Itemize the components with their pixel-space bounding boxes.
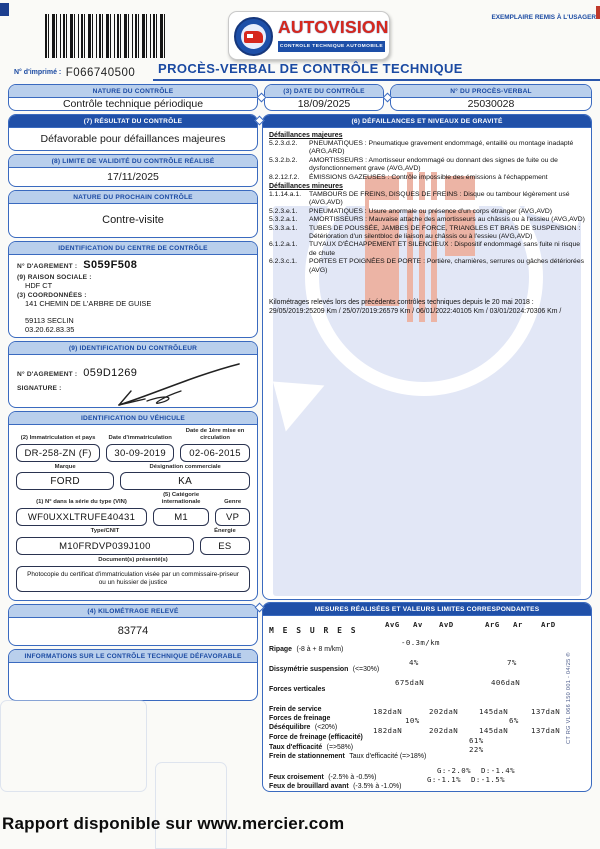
section-limite-validite [8, 154, 258, 187]
col-arg: ArG [485, 620, 500, 629]
measure-row-dissymetrie [269, 658, 587, 673]
measure-value: 6% [509, 716, 519, 725]
measure-value: -0.3m/km [401, 638, 440, 647]
measure-limit: (<=30%) [352, 666, 380, 673]
col-avg: AvG [385, 620, 400, 629]
defect-code: 6.2.3.c.1. [269, 258, 297, 266]
defect-code: 1.1.14.a.1. [269, 191, 302, 199]
autovision-logo [228, 11, 390, 60]
section-numero-pv [390, 84, 592, 111]
defect-code: 8.2.12.f.2. [269, 173, 300, 181]
field-label: Date d'immatriculation [108, 434, 172, 441]
field-categorie [153, 492, 209, 526]
measure-label: Force de freinage (efficacité) [269, 734, 363, 741]
vehicule-row-4 [16, 528, 250, 555]
measure-label: Déséquilibre [269, 724, 311, 731]
measure-limit: Taux d'efficacité (=>18%) [349, 753, 427, 760]
measure-value: 202daN [429, 707, 459, 716]
controleur-agrement-value: 059D1269 [83, 367, 138, 379]
measure-limit: (-2.5% à -0.5%) [328, 774, 377, 781]
field-designation [120, 464, 250, 491]
defect-item [269, 241, 585, 258]
vehicule-body [9, 425, 257, 592]
car-icon [244, 31, 263, 43]
defect-text: TUBES DE POUSSÉE, JAMBES DE FORCE, TRIANGLES ET BRAS DE SUSPENSION : Détérioration d'un silentbloc de liaison au châssis ou à l'essieu (AVG,AVD) [309, 224, 581, 241]
title-underline [153, 79, 600, 81]
print-number-line [14, 63, 135, 81]
measure-label: Frein de stationnement [269, 753, 345, 760]
field-genre [215, 499, 250, 526]
field-energie [200, 528, 250, 555]
mileage-history: Kilométrages relevés lors des précédents contrôles techniques depuis le 20 mai 2018 : 29/05/2019:25209 Km / 25/07/2019:26579 Km / 06/01/2022:40105 Km / 03/01/2024:70306 Km / [269, 299, 562, 315]
measure-value: 4% [409, 658, 419, 667]
copy-notice: EXEMPLAIRE REMIS À L'USAGER [491, 14, 596, 21]
form-reference-code: CT RG VL 066 150 001 - 04/25 ® [566, 652, 572, 744]
controleur-body [9, 355, 257, 408]
defect-item [269, 216, 585, 224]
section-header: IDENTIFICATION DU VÉHICULE [9, 412, 257, 425]
vehicule-row-1 [16, 428, 250, 462]
defect-item [269, 174, 585, 182]
minor-defects-heading: Défaillances mineures [269, 183, 343, 191]
showthrough-box [0, 700, 147, 792]
defect-code: 5.2.3.d.2. [269, 140, 298, 147]
nature-controle-value: Contrôle technique périodique [62, 98, 204, 110]
defect-text: PNEUMATIQUES : Usure anormale ou présence d'un corps étranger (AVG,AVD) [309, 207, 553, 215]
showthrough-box [155, 762, 227, 849]
field-immatriculation [16, 435, 100, 462]
signature-label: SIGNATURE : [17, 385, 62, 392]
section-prochain-controle [8, 190, 258, 238]
section-header: INFORMATIONS SUR LE CONTRÔLE TECHNIQUE DÉFAVORABLE [9, 650, 257, 663]
measure-label: Feux croisement [269, 774, 324, 781]
measure-value: 145daN [479, 707, 509, 716]
scan-corner-mark [0, 3, 9, 16]
measure-row-ripage [269, 638, 587, 653]
section-kilometrage [8, 604, 258, 646]
measures-header-row [269, 620, 587, 635]
measure-value: 10% [405, 716, 420, 725]
field-value: 02-06-2015 [180, 444, 250, 462]
field-date-immatriculation [106, 435, 174, 462]
defect-code: 5.3.3.a.1. [269, 224, 298, 232]
centre-telephone: 03.20.62.83.35 [25, 325, 75, 334]
measure-label: Taux d'efficacité [269, 744, 323, 751]
field-label: Date de 1ère mise en circulation [185, 428, 245, 441]
measure-value: 675daN [395, 678, 425, 687]
section-header: (3) DATE DU CONTRÔLE [265, 85, 383, 98]
agrement-label: N° D'AGREMENT : [17, 371, 78, 378]
field-label: (2) Immatriculation et pays [20, 434, 96, 441]
defect-item [269, 225, 585, 242]
measure-value: G:-2.0% [437, 766, 471, 775]
field-label: Type/CNIT [90, 527, 120, 534]
measure-label: Dissymétrie suspension [269, 666, 349, 673]
measure-value: 137daN [531, 707, 561, 716]
logo-tagline: CONTROLE TECHNIQUE AUTOMOBILE [278, 41, 385, 52]
measure-value: D:-1.5% [471, 775, 505, 784]
measure-group-title: Frein de service [269, 706, 322, 713]
numero-pv-value: 25030028 [467, 98, 515, 110]
section-header: (8) LIMITE DE VALIDITÉ DU CONTRÔLE RÉALISÉ [9, 155, 257, 168]
section-header: (4) KILOMÉTRAGE RELEVÉ [9, 605, 257, 618]
footer-report-link: Rapport disponible sur www.mercier.com [2, 814, 345, 833]
date-controle-value: 18/09/2025 [297, 98, 351, 110]
section-date-controle [264, 84, 384, 111]
major-defects-heading: Défaillances majeures [269, 132, 343, 139]
section-defaillances [262, 114, 592, 600]
section-header: IDENTIFICATION DU CENTRE DE CONTRÔLE [9, 242, 257, 255]
field-documents [16, 557, 250, 592]
emblem-inner [241, 24, 266, 49]
col-ard: ArD [541, 620, 556, 629]
raison-sociale-value: HDF CT [25, 281, 53, 290]
measure-value: 182daN [373, 707, 403, 716]
field-value: M1 [153, 508, 209, 526]
field-value: KA [120, 472, 250, 490]
section-nature-controle [8, 84, 258, 111]
measure-value: D:-1.4% [481, 766, 515, 775]
field-type-cnit [16, 528, 194, 555]
measure-label: Forces verticales [269, 686, 326, 693]
field-label: (1) N° dans la série du type (VIN) [36, 499, 127, 506]
measure-value: 182daN [373, 726, 403, 735]
logo-wordmark: AUTOVISION [278, 17, 389, 37]
limite-validite-value: 17/11/2025 [107, 171, 159, 183]
measure-value: G:-1.1% [427, 775, 461, 784]
measure-limit: (=>58%) [326, 744, 354, 751]
measure-label: Ripage [269, 646, 292, 653]
defect-item [269, 258, 585, 275]
defect-text: ÉMISSIONS GAZEUSES : Contrôle impossible des émissions à l'échappement [309, 173, 548, 181]
print-number-label: N° d'imprimé : [14, 69, 62, 76]
measure-limit: (-3.5% à -1.0%) [353, 783, 402, 790]
section-header: MESURES RÉALISÉES ET VALEURS LIMITES CORRESPONDANTES [263, 603, 591, 616]
centre-adresse: 141 CHEMIN DE L'ARBRE DE GUISE [25, 299, 152, 308]
prochain-controle-value: Contre-visite [102, 214, 164, 226]
section-header: (7) RÉSULTAT DU CONTRÔLE [9, 115, 257, 128]
field-value: FORD [16, 472, 114, 490]
measure-limit: (<20%) [314, 724, 338, 731]
field-label: Genre [224, 499, 242, 506]
watermark-triangle [262, 359, 324, 432]
centre-ville: 59113 SECLIN [25, 316, 74, 325]
defect-item [269, 191, 585, 208]
measure-row-feux-brouillard [269, 775, 587, 790]
kilometrage-value: 83774 [117, 625, 149, 637]
col-ar: Ar [513, 620, 523, 629]
centre-controle-body [9, 255, 257, 338]
measure-value: 202daN [429, 726, 459, 735]
measure-value: 137daN [531, 726, 561, 735]
defect-item [269, 140, 585, 157]
defaillances-body [263, 128, 591, 600]
resultat-value: Défavorable pour défaillances majeures [40, 133, 226, 145]
barcode [45, 14, 168, 58]
defect-text: AMORTISSEURS : Mauvaise attache des amortisseurs au châssis ou à l'essieu (AVG,AVD) [309, 216, 585, 224]
coordonnees-label: (3) COORDONNÉES : [17, 292, 87, 299]
centre-agrement-value: S059F508 [83, 259, 138, 271]
defect-item [269, 157, 585, 174]
defect-text: AMORTISSEURS : Amortisseur endommagé ou donnant des signes de fuite ou de dysfonctionnement grave (AVG,AVD) [309, 156, 558, 173]
signature-scribble [111, 359, 251, 408]
field-label: (5) Catégorie internationale [161, 492, 201, 506]
field-label: Document(s) présenté(s) [98, 556, 168, 563]
scan-corner-mark [596, 6, 600, 19]
measure-row-frein-stationnement [269, 745, 587, 760]
field-marque [16, 464, 114, 491]
field-label: Désignation commerciale [149, 463, 221, 470]
print-number-value: F066740500 [65, 67, 136, 79]
mesures-body [263, 616, 591, 792]
defect-text: TUYAUX D'ÉCHAPPEMENT ET SILENCIEUX : Dispositif endommagé sans fuite ni risque de chute [309, 241, 581, 257]
page-title: PROCÈS-VERBAL DE CONTRÔLE TECHNIQUE [158, 61, 463, 76]
defect-code: 6.1.2.a.1. [269, 241, 298, 249]
defect-item [269, 208, 585, 216]
measure-value: 145daN [479, 726, 509, 735]
field-value: DR-258-ZN (F) [16, 444, 100, 462]
measure-label: Forces de freinage [269, 715, 331, 722]
agrement-label: N° D'AGREMENT : [17, 263, 78, 270]
measure-value: 22% [469, 745, 484, 754]
section-centre-controle [8, 241, 258, 338]
section-header: (9) IDENTIFICATION DU CONTRÔLEUR [9, 342, 257, 355]
field-label: Énergie [214, 527, 236, 534]
col-av: Av [413, 620, 423, 629]
measures-header-label: M E S U R E S [269, 626, 358, 635]
section-header: (6) DÉFAILLANCES ET NIVEAUX DE GRAVITÉ [263, 115, 591, 128]
field-value: ES [200, 537, 250, 555]
autovision-emblem-icon [234, 17, 273, 56]
defect-code: 5.2.3.e.1. [269, 207, 298, 215]
measure-label: Feux de brouillard avant [269, 783, 349, 790]
measure-value: 406daN [491, 678, 521, 687]
defect-code: 5.3.2.a.1. [269, 216, 298, 224]
measure-row-forces-verticales [269, 678, 587, 693]
col-avd: AvD [439, 620, 454, 629]
vehicule-row-2 [16, 464, 250, 491]
documents-value: Photocopie du certificat d'immatriculation visée par un commissaire-priseur ou un huissier de justice [16, 566, 250, 592]
field-date-circulation [180, 428, 250, 462]
field-value: VP [215, 508, 250, 526]
defect-text: PNEUMATIQUES : Pneumatique gravement endommagé, entaillé ou montage inadapté (ARG,ARD) [309, 140, 574, 156]
section-mesures [262, 602, 592, 792]
section-header: N° DU PROCÈS-VERBAL [391, 85, 591, 98]
vehicule-row-3 [16, 492, 250, 526]
defect-text: TAMBOURS DE FREINS, DISQUES DE FREINS : Disque ou tambour légèrement usé (AVG,AVD) [309, 191, 570, 207]
measure-value: 61% [469, 736, 484, 745]
section-vehicule [8, 411, 258, 601]
measure-limit: (-8 à + 8 m/km) [296, 646, 344, 653]
measure-value: 7% [507, 658, 517, 667]
section-resultat [8, 114, 258, 151]
section-header: NATURE DU PROCHAIN CONTRÔLE [9, 191, 257, 204]
field-value: 30-09-2019 [106, 444, 174, 462]
field-label: Marque [54, 463, 76, 470]
section-header: NATURE DU CONTRÔLE [9, 85, 257, 98]
raison-sociale-label: (9) RAISON SOCIALE : [17, 274, 92, 281]
section-informations-defavorable [8, 649, 258, 701]
defect-code: 5.3.2.b.2. [269, 156, 298, 164]
field-value: M10FRDVP039J100 [16, 537, 194, 555]
section-controleur [8, 341, 258, 408]
field-vin [16, 499, 147, 526]
field-value: WF0UXXLTRUFE40431 [16, 508, 147, 526]
defect-text: PORTES ET POIGNÉES DE PORTE : Portière, charnières, serrures ou gâches détériorées (AVG) [309, 258, 585, 274]
